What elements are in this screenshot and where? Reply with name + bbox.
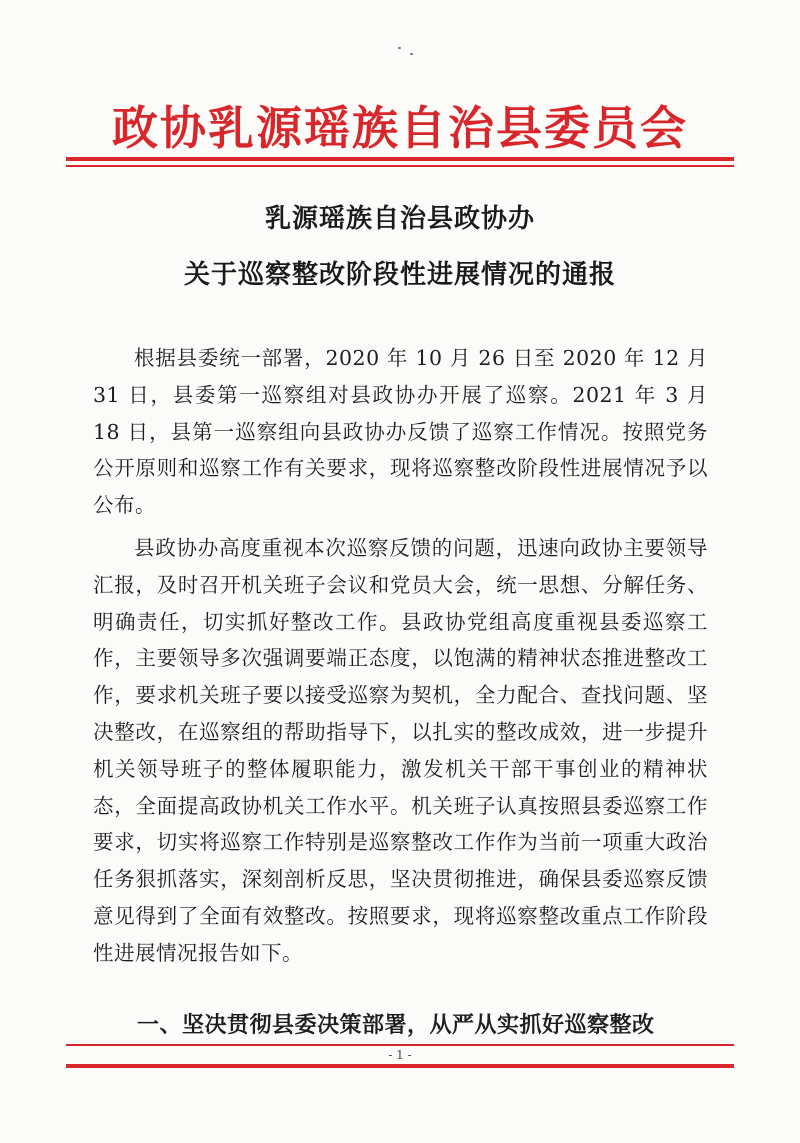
page-number: - 1 - [388,1048,412,1062]
document-body [93,340,708,972]
scan-speck [398,47,401,49]
document-title-line1: 乳源瑶族自治县政协办 [264,204,535,234]
body-paragraph-1: 根据县委统一部署，2020 年 10 月 26 日至 2020 年 12 月 31 日，县委第一巡察组对县政协办开展了巡察。2021 年 3 月 18 日，县第一巡察组向县政协办反馈了巡察工作情况。按照党务公开原则和巡察工作有关要求，现将巡察整改阶段性进展情况予以公布。 [93,346,708,518]
section-heading: 一、坚决贯彻县委决策部署，从严从实抓好巡察整改 [137,1012,655,1038]
letterhead-red-rule-thick [66,157,734,161]
letterhead-red-rule-thin [66,165,734,167]
org-letterhead-title: 政协乳源瑶族自治县委员会 [112,101,688,155]
footer-red-rule-thick [66,1064,734,1068]
scan-speck [410,53,413,55]
footer-red-rule-thin [66,1044,734,1046]
document-title-line2: 关于巡察整改阶段性进展情况的通报 [183,260,616,290]
body-paragraph-2: 县政协办高度重视本次巡察反馈的问题，迅速向政协主要领导汇报，及时召开机关班子会议和党员大会，统一思想、分解任务、明确责任，切实抓好整改工作。县政协党组高度重视县委巡察工作，主要领导多次强调要端正态度，以饱满的精神状态推进整改工作，要求机关班子要以接受巡察为契机，全力配合、查找问题、坚决整改，在巡察组的帮助指导下，以扎实的整改成效，进一步提升机关领导班子的整体履职能力，激发机关干部干事创业的精神状态，全面提高政协机关工作水平。机关班子认真按照县委巡察工作要求，切实将巡察工作特别是巡察整改工作作为当前一项重大政治任务狠抓落实，深刻剖析反思，坚决贯彻推进，确保县委巡察反馈意见得到了全面有效整改。按照要求，现将巡察整改重点工作阶段性进展情况报告如下。 [93,535,708,965]
